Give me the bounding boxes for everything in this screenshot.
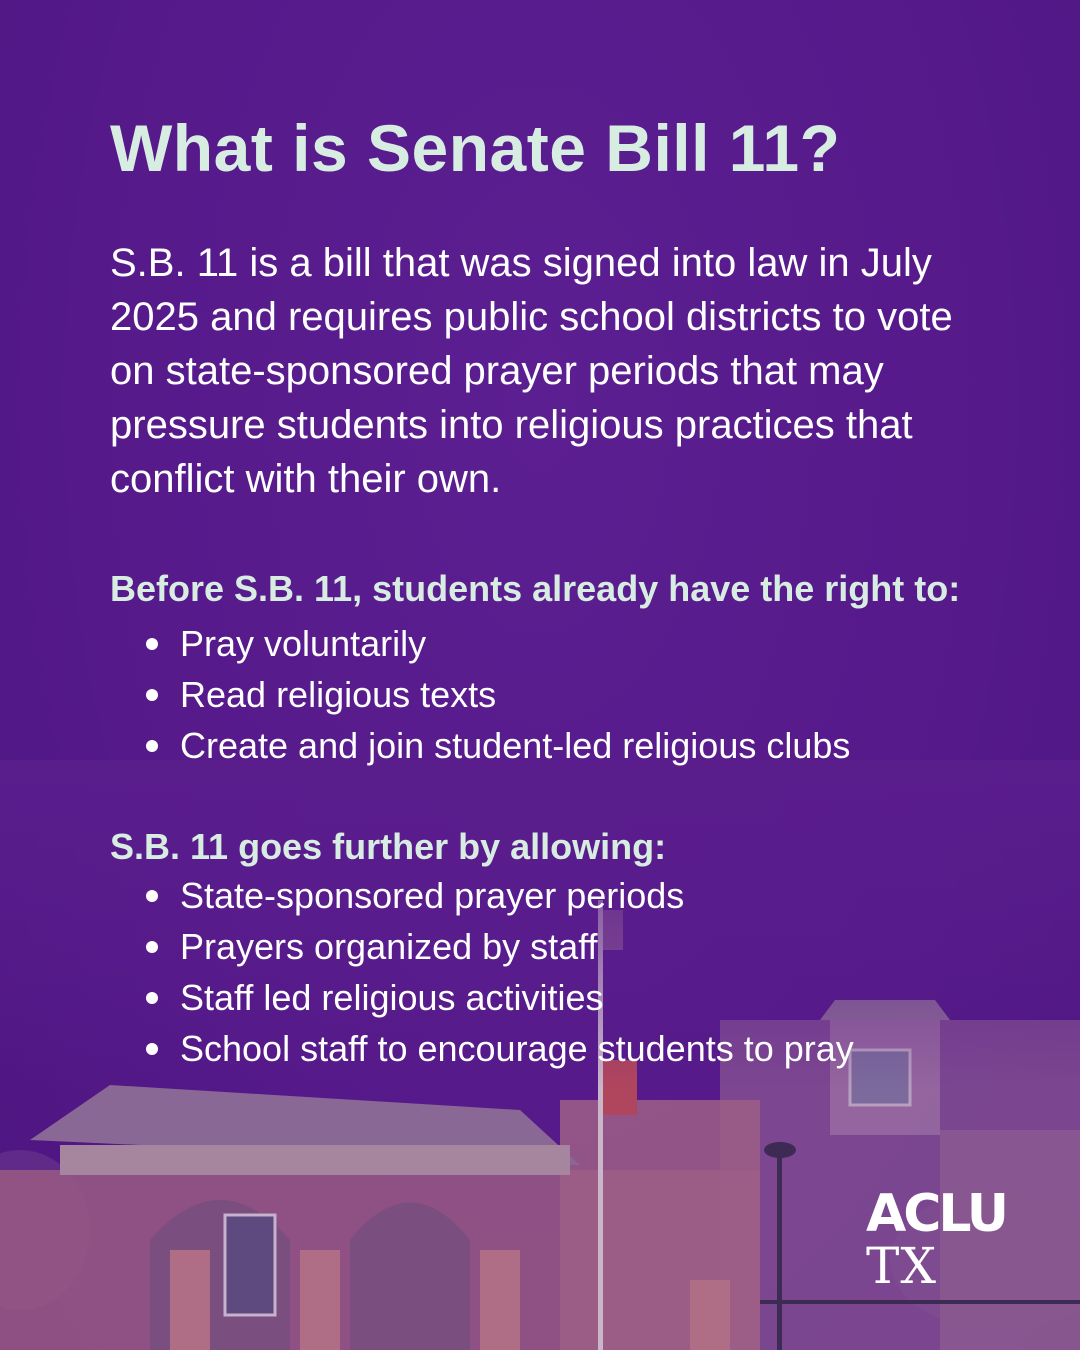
further-allowing-heading: S.B. 11 goes further by allowing: (110, 826, 667, 867)
bullet-icon (146, 638, 158, 650)
intro-paragraph: S.B. 11 is a bill that was signed into law in July 2025 and requires public school districts to vote on state-sponsored prayer periods that may pressure students into religious practices that conflict with their own. (110, 241, 953, 501)
bullet-icon (146, 740, 158, 752)
list-item: Pray voluntarily (146, 618, 1006, 669)
logo-tx-text: TX (866, 1237, 937, 1295)
list-item: School staff to encourage students to pray (146, 1023, 1006, 1074)
list-item: State-sponsored prayer periods (146, 870, 1006, 921)
aclu-tx-logo (866, 1184, 1016, 1298)
before-rights-list (146, 618, 1006, 771)
list-item: Staff led religious activities (146, 972, 1006, 1023)
bullet-icon (146, 1043, 158, 1055)
logo-aclu-text: ACLU (866, 1184, 1006, 1244)
list-item: Create and join student-led religious clubs (146, 720, 1006, 771)
further-allowing-list (146, 870, 1006, 1074)
list-item: Prayers organized by staff (146, 921, 1006, 972)
list-item: Read religious texts (146, 669, 1006, 720)
bullet-icon (146, 992, 158, 1004)
page-title: What is Senate Bill 11? (110, 111, 841, 185)
bullet-icon (146, 890, 158, 902)
bullet-icon (146, 689, 158, 701)
before-rights-heading: Before S.B. 11, students already have the right to: (110, 568, 961, 609)
bullet-icon (146, 941, 158, 953)
